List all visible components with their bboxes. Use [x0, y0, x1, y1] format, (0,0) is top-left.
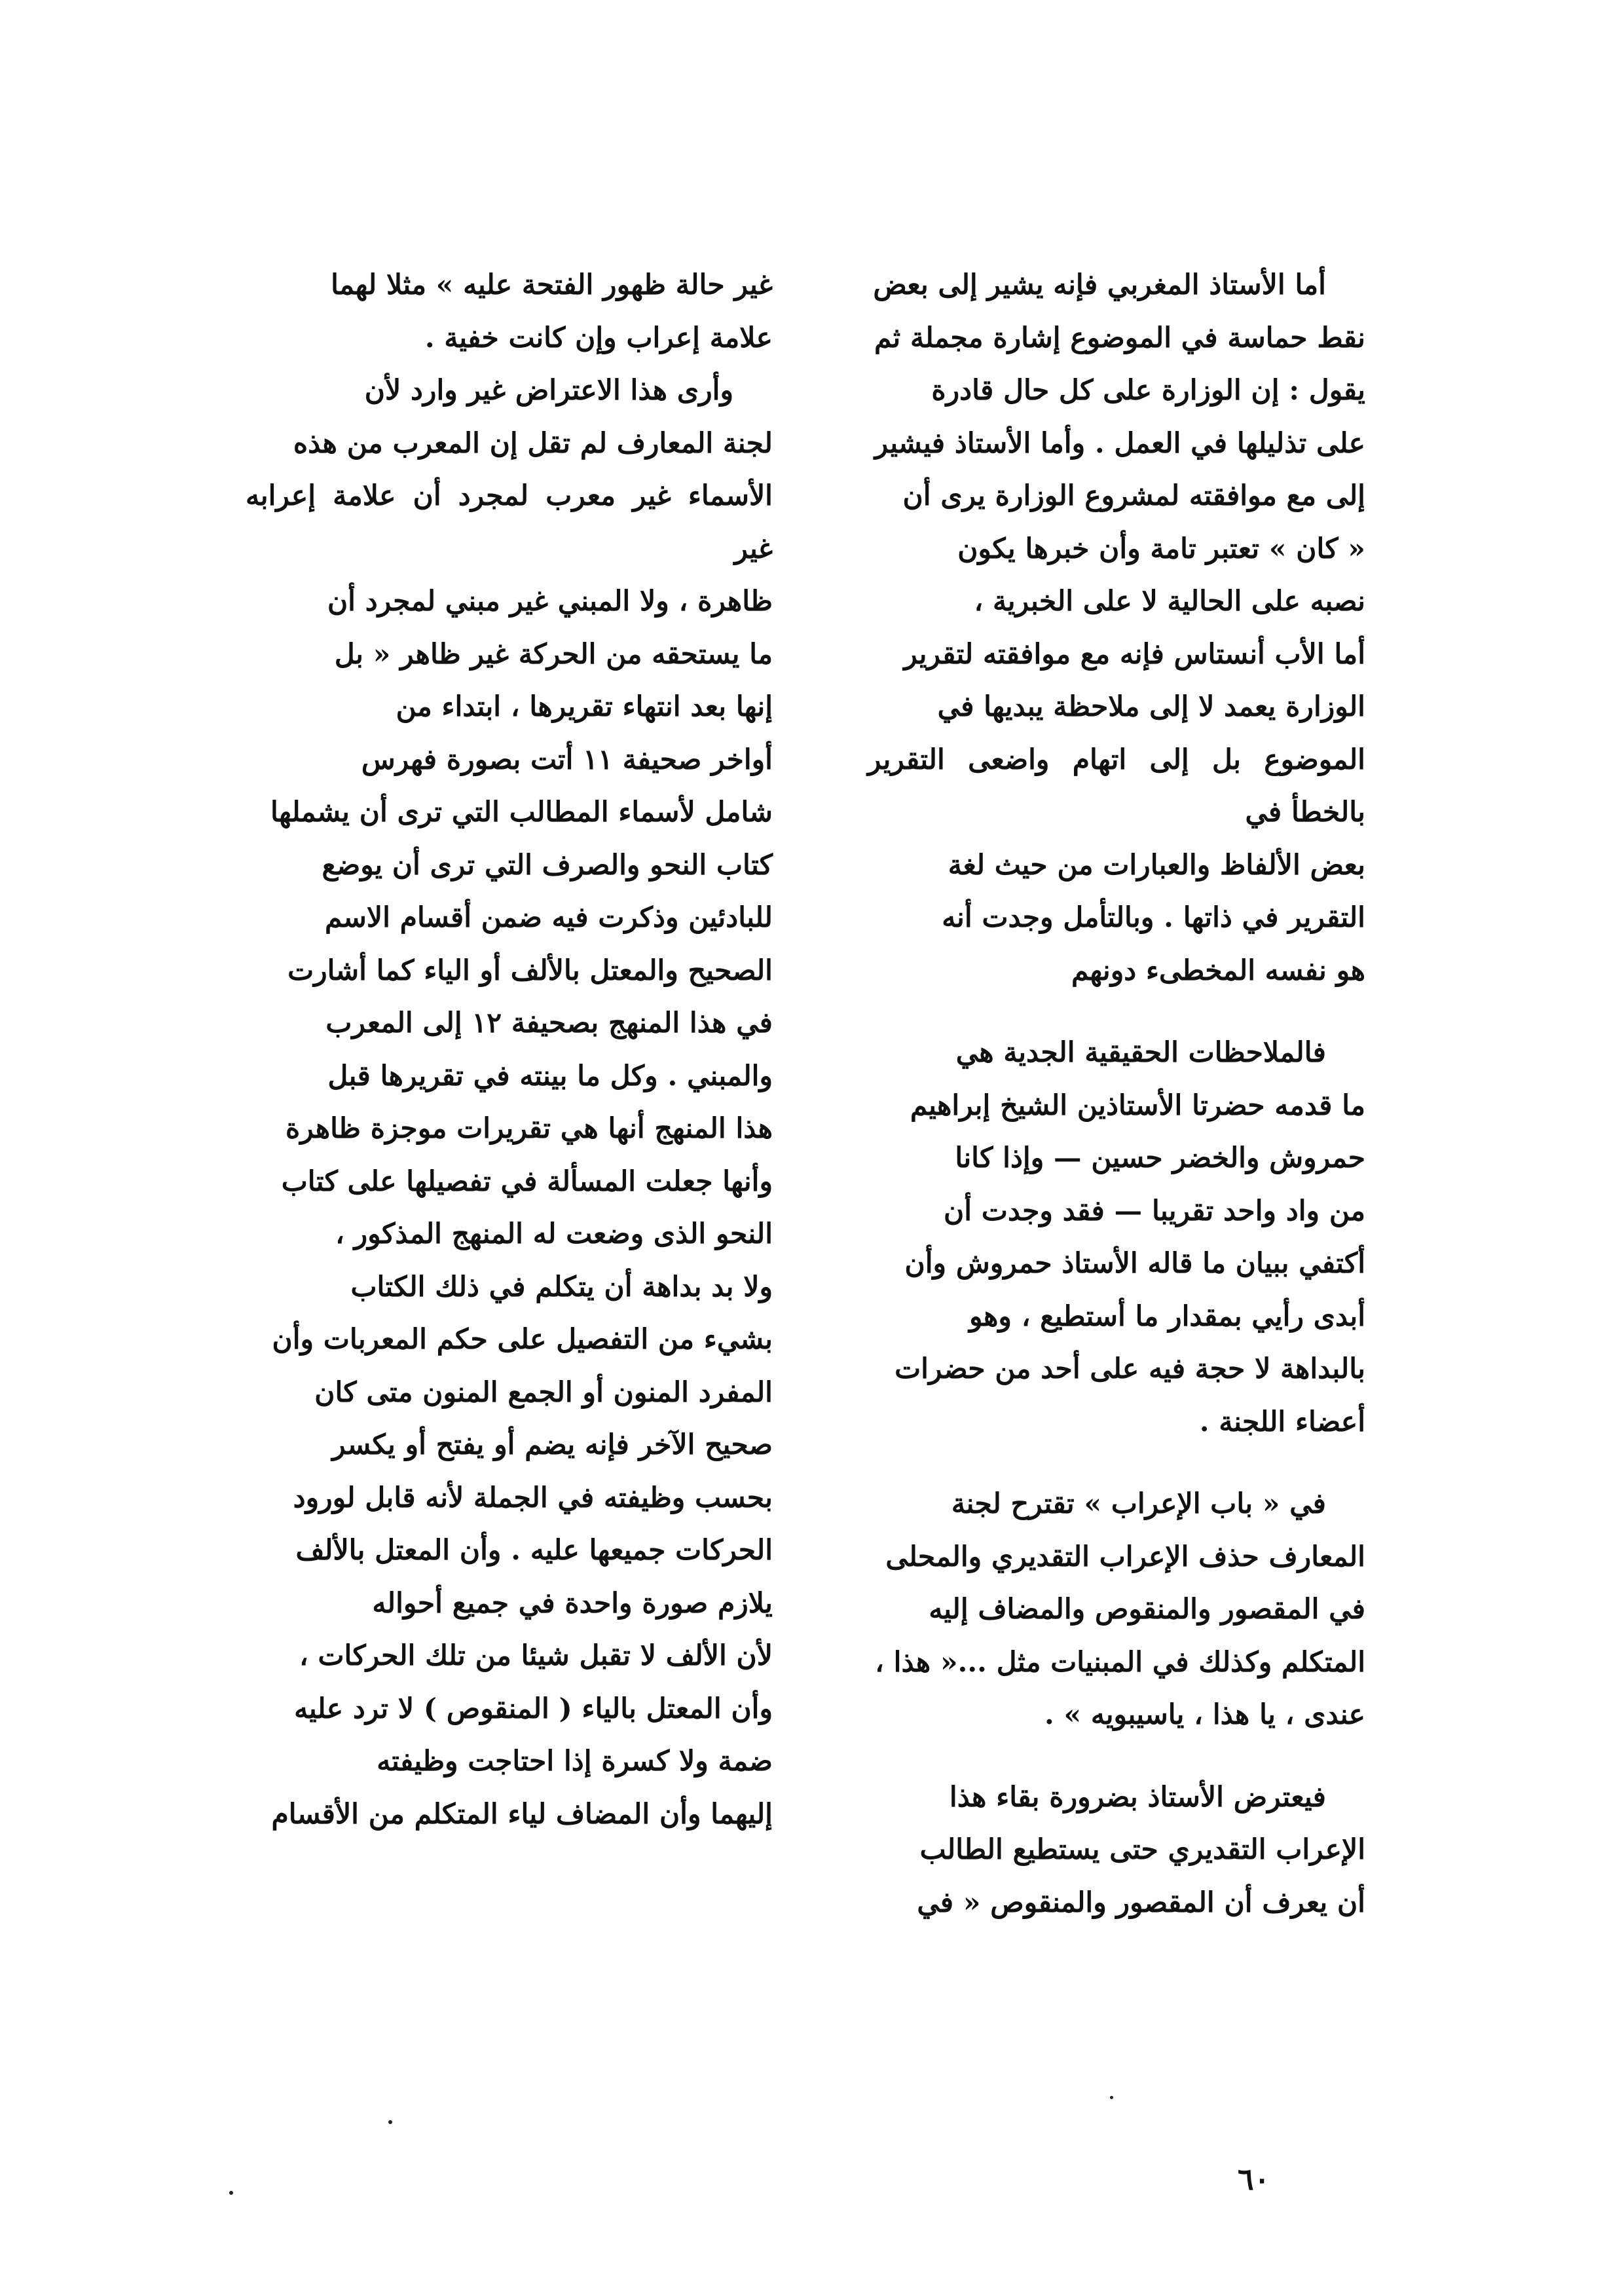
scan-speck	[229, 2191, 233, 2195]
scan-speck	[388, 2120, 392, 2124]
paragraph: فيعترض الأستاذ بضرورة بقاء هذا الإعراب التقديري حتى يستطيع الطالب أن يعرف أن المقصور والمنقوص « في	[917, 1780, 1365, 1919]
paragraph: وأرى هذا الاعتراض غير وارد لأن لجنة المعارف لم تقل إن المعرب من هذه الأسماء غير معرب لمجرد أن علامة إعرابه غير ظاهرة ، ولا المبني غير مبني لمجرد أن ما يستحقه من الحركة غير ظاهر « بل إنها بعد انتهاء تقريرها ، ابتداء من أواخر صحيفة ١١ أتت بصورة فهرس شامل لأسماء المطالب التي ترى أن يشملها كتاب النحو والصرف التي ترى أن يوضع للبادئين وذكرت فيه ضمن أقسام الاسم الصحيح والمعتل بالألف أو الياء كما أشارت في هذا المنهج بصحيفة ١٢ إلى المعرب والمبني . وكل ما بينته في تقريرها قبل هذا المنهج أنها هي تقريرات موجزة ظاهرة وأنها جعلت المسألة في تفصيلها على كتاب النحو الذى وضعت له المنهج المذكور ، ولا بد بداهة أن يتكلم في ذلك الكتاب بشيء من التفصيل على حكم المعربات وأن المفرد المنون أو الجمع المنون متى كان صحيح الآخر فإنه يضم أو يفتح أو يكسر بحسب وظيفته في الجملة لأنه قابل لورود الحركات جميعها عليه . وأن المعتل بالألف يلازم صورة واحدة في جميع أحواله لأن الألف لا تقبل شيئا من تلك الحركات ، وأن المعتل بالياء ( المنقوص ) لا ترد عليه ضمة ولا كسرة إذا احتاجت وظيفته إليهما وأن المضاف لياء المتكلم من الأقسام	[246, 374, 773, 1831]
paragraph: غير حالة ظهور الفتحة عليه » مثلا لهما علامة إعراب وإن كانت خفية .	[331, 269, 773, 354]
left-column	[246, 259, 773, 1840]
paragraph: في « باب الإعراب » تقترح لجنة المعارف حذف الإعراب التقديري والمحلى في المقصور والمنقوص والمضاف إليه المتكلم وكذلك في المبنيات مثل ...« هذا ، عندى ، يا هذا ، ياسيبويه » .	[875, 1487, 1365, 1731]
right-column	[868, 259, 1365, 1929]
page-number: ٦٠	[1238, 2161, 1270, 2197]
scan-speck	[1110, 2096, 1113, 2099]
paragraph: فالملاحظات الحقيقية الجدية هي ما قدمه حضرتا الأستاذين الشيخ إبراهيم حمروش والخضر حسين — وإذا كانا من واد واحد تقريبا — فقد وجدت أن أكتفي ببيان ما قاله الأستاذ حمروش وأن أبدى رأيي بمقدار ما أستطيع ، وهو بالبداهة لا حجة فيه على أحد من حضرات أعضاء اللجنة .	[895, 1036, 1365, 1438]
paragraph: أما الأستاذ المغربي فإنه يشير إلى بعض نقط حماسة في الموضوع إشارة مجملة ثم يقول : إن الوزارة على كل حال قادرة على تذليلها في العمل . وأما الأستاذ فيشير إلى مع موافقته لمشروع الوزارة يرى أن « كان » تعتبر تامة وأن خبرها يكون نصبه على الحالية لا على الخبرية ، أما الأب أنستاس فإنه مع موافقته لتقرير الوزارة يعمد لا إلى ملاحظة يبديها في الموضوع بل إلى اتهام واضعى التقرير بالخطأ في بعض الألفاظ والعبارات من حيث لغة التقرير في ذاتها . وبالتأمل وجدت أنه هو نفسه المخطىء دونهم	[868, 269, 1365, 987]
